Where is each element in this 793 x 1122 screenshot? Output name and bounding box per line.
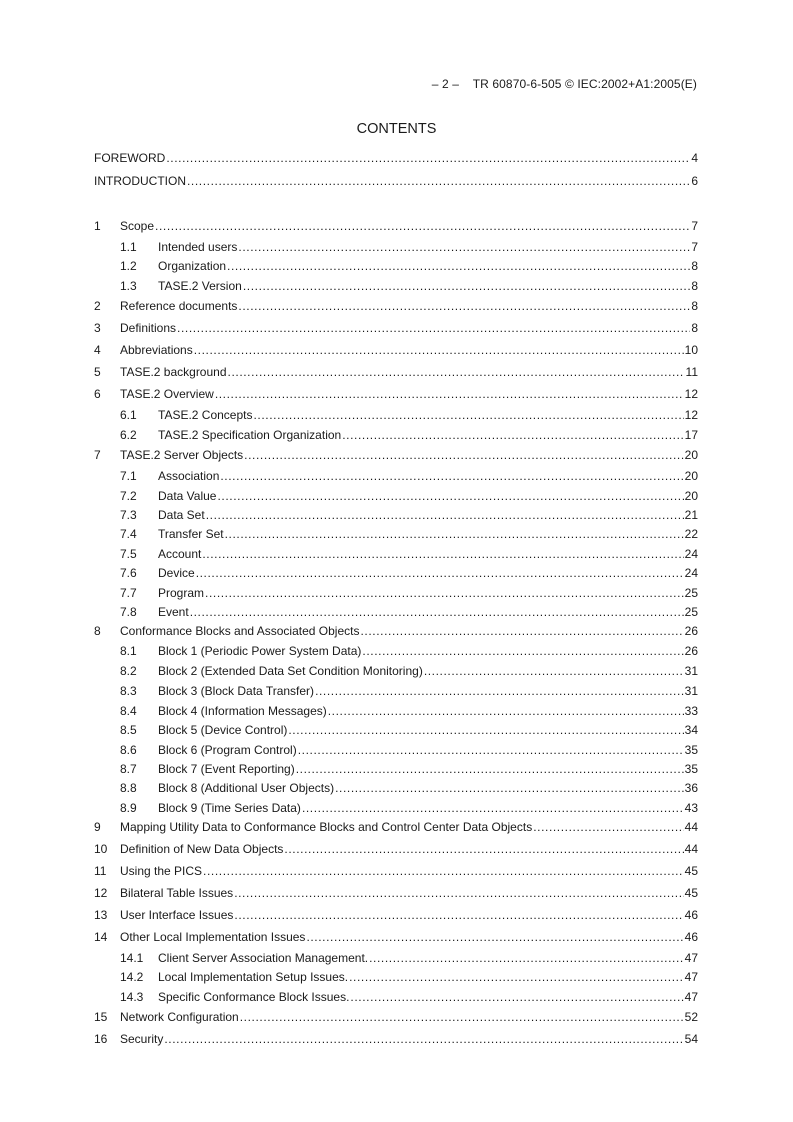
toc-entry[interactable] xyxy=(94,969,698,985)
toc-leader-dots xyxy=(302,800,684,816)
toc-entry-page: 43 xyxy=(684,801,698,815)
toc-entry-page: 25 xyxy=(684,605,698,619)
toc-entry-number: 12 xyxy=(94,886,108,900)
toc-entry-number: 7.5 xyxy=(120,547,137,561)
toc-entry-page: 8 xyxy=(691,321,698,335)
toc-entry[interactable] xyxy=(94,929,698,945)
toc-entry-label: Block 5 (Device Control) xyxy=(158,723,288,737)
toc-entry-number: 6 xyxy=(94,387,101,401)
toc-entry-page: 46 xyxy=(684,908,698,922)
toc-entry[interactable] xyxy=(94,386,698,402)
toc-entry-label: Event xyxy=(158,605,189,619)
toc-entry-label: Block 2 (Extended Data Set Condition Monitoring) xyxy=(158,664,423,678)
toc-entry-number: 8.6 xyxy=(120,743,137,757)
toc-entry-page: 17 xyxy=(684,428,698,442)
toc-entry-number: 7.4 xyxy=(120,527,137,541)
toc-entry-page: 12 xyxy=(684,387,698,401)
toc-entry-page: 47 xyxy=(684,990,698,1004)
toc-entry-page: 20 xyxy=(684,489,698,503)
toc-entry-number: 16 xyxy=(94,1032,108,1046)
toc-leader-dots xyxy=(335,780,684,796)
toc-entry-number: 6.2 xyxy=(120,428,137,442)
toc-leader-dots xyxy=(284,841,683,857)
toc-leader-dots xyxy=(217,488,683,504)
toc-entry-number: 5 xyxy=(94,365,101,379)
toc-entry-label: TASE.2 Specification Organization xyxy=(158,428,342,442)
toc-entry-page: 54 xyxy=(684,1032,698,1046)
toc-entry-number: 7.7 xyxy=(120,586,137,600)
toc-entry-number: 8.4 xyxy=(120,704,137,718)
toc-entry-label: Reference documents xyxy=(120,299,238,313)
toc-entry[interactable] xyxy=(94,447,698,463)
toc-entry-page: 20 xyxy=(684,448,698,462)
toc-entry[interactable] xyxy=(94,703,698,719)
toc-entry-number: 1 xyxy=(94,219,101,233)
toc-entry-number: 3 xyxy=(94,321,101,335)
toc-leader-dots xyxy=(196,565,684,581)
toc-entry[interactable] xyxy=(94,427,698,443)
toc-entry[interactable] xyxy=(94,780,698,796)
toc-leader-dots xyxy=(243,278,690,294)
toc-entry-page: 25 xyxy=(684,586,698,600)
toc-leader-dots xyxy=(234,885,683,901)
toc-entry-label: Data Set xyxy=(158,508,205,522)
toc-leader-dots xyxy=(205,585,684,601)
toc-entry-page: 24 xyxy=(684,566,698,580)
toc-leader-dots xyxy=(288,722,683,738)
toc-leader-dots xyxy=(360,623,683,639)
toc-entry-label: Network Configuration xyxy=(120,1010,239,1024)
toc-entry-page: 44 xyxy=(684,820,698,834)
toc-leader-dots xyxy=(350,989,683,1005)
toc-entry-number: 11 xyxy=(94,864,107,878)
toc-entry[interactable] xyxy=(94,298,698,314)
toc-entry-label: Other Local Implementation Issues xyxy=(120,930,306,944)
toc-entry-label: Block 4 (Information Messages) xyxy=(158,704,327,718)
toc-entry-number: 13 xyxy=(94,908,108,922)
toc-entry-page: 24 xyxy=(684,547,698,561)
toc-entry-page: 45 xyxy=(684,864,698,878)
toc-entry[interactable] xyxy=(94,800,698,816)
page-header xyxy=(432,77,697,91)
toc-leader-dots xyxy=(244,447,683,463)
toc-entry[interactable] xyxy=(94,841,698,857)
toc-entry[interactable] xyxy=(94,643,698,659)
toc-entry-page: 47 xyxy=(684,970,698,984)
toc-entry-number: 9 xyxy=(94,820,101,834)
toc-entry-page: 44 xyxy=(684,842,698,856)
toc-entry-label: Device xyxy=(158,566,195,580)
toc-leader-dots xyxy=(315,683,684,699)
toc-entry-label: Account xyxy=(158,547,202,561)
toc-leader-dots xyxy=(164,1031,683,1047)
toc-entry-number: 10 xyxy=(94,842,108,856)
toc-leader-dots xyxy=(220,468,683,484)
toc-entry[interactable] xyxy=(94,342,698,358)
toc-entry-label: Block 1 (Periodic Power System Data) xyxy=(158,644,362,658)
document-id: TR 60870-6-505 © IEC:2002+A1:2005(E) xyxy=(472,77,697,91)
toc-entry[interactable] xyxy=(94,604,698,620)
toc-entry[interactable] xyxy=(94,989,698,1005)
toc-entry[interactable] xyxy=(94,364,698,380)
toc-entry[interactable] xyxy=(94,819,698,835)
toc-entry[interactable] xyxy=(94,663,698,679)
toc-entry-page: 36 xyxy=(684,781,698,795)
toc-entry-page: 6 xyxy=(691,174,698,188)
toc-entry-number: 7.8 xyxy=(120,605,137,619)
toc-entry-label: Block 3 (Block Data Transfer) xyxy=(158,684,315,698)
toc-entry[interactable] xyxy=(94,1031,698,1047)
toc-entry-number: 7 xyxy=(94,448,101,462)
toc-entry-label: Using the PICS xyxy=(120,864,203,878)
toc-leader-dots xyxy=(296,761,684,777)
toc-entry[interactable] xyxy=(94,565,698,581)
toc-leader-dots xyxy=(298,742,684,758)
toc-entry-number: 14.1 xyxy=(120,951,144,965)
toc-entry-label: TASE.2 Server Objects xyxy=(120,448,244,462)
toc-entry-label: Mapping Utility Data to Conformance Blocks and Control Center Data Objects xyxy=(120,820,533,834)
toc-entry-page: 20 xyxy=(684,469,698,483)
toc-entry-page: 26 xyxy=(684,624,698,638)
toc-entry-label: Data Value xyxy=(158,489,217,503)
toc-entry-label: Local Implementation Setup Issues. xyxy=(158,970,349,984)
toc-entry-label: Definition of New Data Objects xyxy=(120,842,284,856)
toc-leader-dots xyxy=(228,364,685,380)
toc-leader-dots xyxy=(342,427,683,443)
toc-entry[interactable] xyxy=(94,585,698,601)
toc-leader-dots xyxy=(155,218,690,234)
toc-entry[interactable] xyxy=(94,507,698,523)
toc-entry[interactable] xyxy=(94,468,698,484)
toc-entry-page: 7 xyxy=(691,240,698,254)
toc-entry[interactable] xyxy=(94,320,698,336)
page-title: CONTENTS xyxy=(356,121,437,137)
toc-entry-number: 6.1 xyxy=(120,408,137,422)
toc-leader-dots xyxy=(177,320,690,336)
toc-entry-page: 47 xyxy=(684,951,698,965)
toc-entry-number: 8.8 xyxy=(120,781,137,795)
toc-entry-page: 8 xyxy=(691,259,698,273)
toc-entry-page: 31 xyxy=(684,684,698,698)
toc-entry[interactable] xyxy=(94,488,698,504)
toc-leader-dots xyxy=(533,819,683,835)
toc-entry[interactable] xyxy=(94,278,698,294)
page-number: – 2 – xyxy=(431,77,459,91)
toc-leader-dots xyxy=(424,663,684,679)
toc-entry[interactable] xyxy=(94,150,698,166)
toc-leader-dots xyxy=(203,863,684,879)
toc-entry-label: Block 8 (Additional User Objects) xyxy=(158,781,335,795)
toc-entry-page: 45 xyxy=(684,886,698,900)
toc-entry-label: TASE.2 Concepts xyxy=(158,408,253,422)
toc-entry-page: 33 xyxy=(684,704,698,718)
toc-entry-number: 14 xyxy=(94,930,108,944)
toc-entry-label: Block 7 (Event Reporting) xyxy=(158,762,295,776)
toc-leader-dots xyxy=(254,407,684,423)
toc-entry-label: Program xyxy=(158,586,205,600)
toc-leader-dots xyxy=(240,1009,684,1025)
toc-entry[interactable] xyxy=(94,526,698,542)
toc-entry-page: 21 xyxy=(684,508,698,522)
toc-leader-dots xyxy=(187,173,690,189)
toc-entry-label: Client Server Association Management. xyxy=(158,951,369,965)
toc-entry-page: 52 xyxy=(684,1010,698,1024)
toc-leader-dots xyxy=(194,342,684,358)
toc-entry-label: Conformance Blocks and Associated Objects xyxy=(120,624,360,638)
toc-entry-number: 4 xyxy=(94,343,101,357)
toc-entry-number: 2 xyxy=(94,299,101,313)
toc-leader-dots xyxy=(238,298,690,314)
toc-entry-label: TASE.2 background xyxy=(120,365,227,379)
toc-entry-label: Transfer Set xyxy=(158,527,224,541)
toc-entry-label: Abbreviations xyxy=(120,343,193,357)
toc-leader-dots xyxy=(369,950,684,966)
toc-leader-dots xyxy=(306,929,683,945)
toc-entry[interactable] xyxy=(94,407,698,423)
toc-entry-label: Definitions xyxy=(120,321,177,335)
toc-leader-dots xyxy=(238,239,690,255)
toc-entry-label: Block 9 (Time Series Data) xyxy=(158,801,301,815)
toc-entry-number: 14.2 xyxy=(120,970,144,984)
toc-entry-number: 7.2 xyxy=(120,489,137,503)
toc-leader-dots xyxy=(227,258,690,274)
toc-entry-page: 46 xyxy=(684,930,698,944)
toc-entry-page: 22 xyxy=(684,527,698,541)
toc-entry-number: 8.9 xyxy=(120,801,137,815)
toc-entry[interactable] xyxy=(94,239,698,255)
toc-entry-label: TASE.2 Version xyxy=(158,279,242,293)
toc-entry-label: FOREWORD xyxy=(94,151,166,165)
toc-entry-label: INTRODUCTION xyxy=(94,174,186,188)
toc-entry-number: 1.1 xyxy=(120,240,137,254)
toc-entry-page: 35 xyxy=(684,762,698,776)
toc-entry-number: 1.2 xyxy=(120,259,137,273)
toc-entry[interactable] xyxy=(94,173,698,189)
toc-entry-label: TASE.2 Overview xyxy=(120,387,214,401)
toc-entry-number: 8 xyxy=(94,624,101,638)
toc-entry-page: 35 xyxy=(684,743,698,757)
toc-entry-label: Security xyxy=(120,1032,164,1046)
toc-entry[interactable] xyxy=(94,218,698,234)
toc-leader-dots xyxy=(202,546,683,562)
toc-entry[interactable] xyxy=(94,258,698,274)
toc-entry-number: 14.3 xyxy=(120,990,144,1004)
toc-entry-number: 8.5 xyxy=(120,723,137,737)
toc-entry-page: 12 xyxy=(684,408,698,422)
toc-entry-page: 11 xyxy=(685,365,698,379)
toc-entry-number: 8.7 xyxy=(120,762,137,776)
toc-leader-dots xyxy=(362,643,683,659)
toc-entry-page: 10 xyxy=(684,343,698,357)
toc-entry-page: 26 xyxy=(684,644,698,658)
toc-leader-dots xyxy=(349,969,684,985)
toc-entry-number: 7.1 xyxy=(120,469,137,483)
toc-entry-page: 31 xyxy=(684,664,698,678)
toc-entry-page: 7 xyxy=(691,219,698,233)
toc-entry-label: Organization xyxy=(158,259,227,273)
toc-entry-label: Scope xyxy=(120,219,155,233)
toc-entry-label: Specific Conformance Block Issues. xyxy=(158,990,350,1004)
toc-leader-dots xyxy=(206,507,684,523)
toc-entry-page: 8 xyxy=(691,279,698,293)
toc-leader-dots xyxy=(166,150,690,166)
toc-entry-number: 7.3 xyxy=(120,508,137,522)
toc-entry[interactable] xyxy=(94,683,698,699)
toc-entry-label: User Interface Issues xyxy=(120,908,234,922)
toc-entry-page: 8 xyxy=(691,299,698,313)
toc-entry-label: Block 6 (Program Control) xyxy=(158,743,297,757)
toc-entry-label: Bilateral Table Issues xyxy=(120,886,234,900)
toc-leader-dots xyxy=(234,907,683,923)
toc-entry[interactable] xyxy=(94,761,698,777)
toc-entry-page: 34 xyxy=(684,723,698,737)
toc-entry[interactable] xyxy=(94,907,698,923)
toc-entry[interactable] xyxy=(94,885,698,901)
toc-entry-label: Association xyxy=(158,469,220,483)
toc-entry-number: 8.1 xyxy=(120,644,137,658)
toc-entry-number: 1.3 xyxy=(120,279,137,293)
toc-entry[interactable] xyxy=(94,1009,698,1025)
toc-leader-dots xyxy=(215,386,684,402)
toc-entry-label: Intended users xyxy=(158,240,238,254)
toc-entry-number: 8.2 xyxy=(120,664,137,678)
toc-leader-dots xyxy=(225,526,684,542)
toc-entry[interactable] xyxy=(94,546,698,562)
toc-entry[interactable] xyxy=(94,623,698,639)
toc-entry[interactable] xyxy=(94,863,698,879)
toc-entry[interactable] xyxy=(94,742,698,758)
toc-entry[interactable] xyxy=(94,950,698,966)
toc-entry-number: 15 xyxy=(94,1010,108,1024)
toc-leader-dots xyxy=(190,604,684,620)
toc-entry-number: 7.6 xyxy=(120,566,137,580)
toc-entry-number: 8.3 xyxy=(120,684,137,698)
toc-leader-dots xyxy=(328,703,684,719)
toc-entry[interactable] xyxy=(94,722,698,738)
toc-entry-page: 4 xyxy=(691,151,698,165)
